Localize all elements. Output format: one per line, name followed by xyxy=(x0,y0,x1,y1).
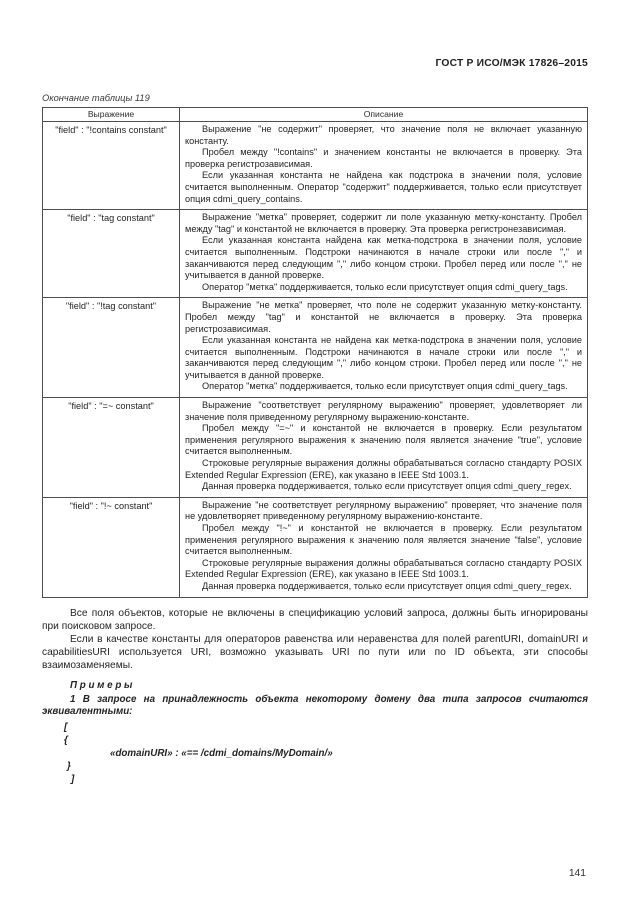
table-row xyxy=(43,497,588,597)
description-paragraph: Выражение "не содержит" проверяет, что значение поля не включает указанную константу. xyxy=(185,124,582,146)
code-line: { xyxy=(64,734,68,746)
description-cell xyxy=(180,210,588,298)
col-header-description: Описание xyxy=(180,108,588,122)
description-paragraph: Данная проверка поддерживается, только если присутствует опция cdmi_query_regex. xyxy=(202,481,572,492)
expression-cell: "field" : "tag constant" xyxy=(43,210,180,298)
description-paragraph: Пробел между "!contains" и значением константы не включается в проверку. Эта проверка регистрозависимая. xyxy=(185,147,582,169)
expression-cell: "field" : "!tag constant" xyxy=(43,298,180,398)
description-cell xyxy=(180,122,588,210)
table-header-row xyxy=(43,108,588,122)
document-title: ГОСТ Р ИСО/МЭК 17826–2015 xyxy=(435,58,588,69)
code-line: ] xyxy=(71,773,75,785)
example-code-block xyxy=(42,721,588,786)
description-paragraph: Данная проверка поддерживается, только если присутствует опция cdmi_query_regex. xyxy=(202,580,572,591)
body-paragraph: Если в качестве константы для операторов равенства или неравенства для полей parentURI, domainURI и capabilitiesURI используется URI, возможно указывать URI по пути или по ID объекта, эти способы взаимозаменяемы. xyxy=(42,633,588,671)
example-intro: 1 В запросе на принадлежность объекта некоторому домену два типа запросов считаются эквивалентными: xyxy=(42,693,588,718)
description-paragraph: Пробел между "!~" и константой не включается в проверку. Если результатом применения регулярного выражения к значению поля является значение "false", условие считается выполненным. xyxy=(185,523,582,557)
description-paragraph: Оператор "метка" поддерживается, только если присутствует опция cdmi_query_tags. xyxy=(202,281,568,292)
description-cell xyxy=(180,398,588,498)
description-paragraph: Если указанная константа найдена как метка-подстрока в значении поля, условие считается выполненным. Подстроки начинаются в начале строки или после "," и заканчиваются перед следующим "," либо концом строки. Пробел перед или после "," не учитывается в данной проверке. xyxy=(185,235,582,281)
body-paragraph: Все поля объектов, которые не включены в спецификацию условий запроса, должны быть игнорированы при поисковом запросе. xyxy=(42,607,588,632)
expression-cell: "field" : "=~ constant" xyxy=(43,398,180,498)
description-paragraph: Если указанная константа не найдена как метка-подстрока в значении поля, условие считается выполненным. Подстроки начинаются в начале строки или после "," и заканчиваются перед следующим "," либо концом строки. Пробел перед или после "," не учитывается в данной проверке. xyxy=(185,335,582,380)
description-paragraph: Строковые регулярные выражения должны обрабатываться согласно стандарту POSIX Extended Regular Expression (ERE), как указано в IEEE Std 1003.1. xyxy=(185,458,582,480)
table-row xyxy=(43,210,588,298)
description-paragraph: Выражение "метка" проверяет, содержит ли поле указанную метку-константу. Пробел между "tag" и константой не включается в проверку. Эта проверка регистронезависимая. xyxy=(185,212,582,234)
table-row xyxy=(43,122,588,210)
description-paragraph: Выражение "не соответствует регулярному выражению" проверяет, что значение поля не удовлетворяет приведенному регулярному выражению-константе. xyxy=(185,499,582,522)
page-number: 141 xyxy=(568,868,586,879)
code-line: [ xyxy=(64,721,68,733)
table-caption: Окончание таблицы 119 xyxy=(42,93,150,103)
table-row xyxy=(43,298,588,398)
expression-cell: "field" : "!contains constant" xyxy=(43,122,180,210)
description-paragraph: Если указанная константа не найдена как подстрока в значении поля, условие считается выполненным. Оператор "содержит" поддерживается, только если присутствует опция cdmi_query_contains. xyxy=(185,170,582,204)
examples-heading: П р и м е р ы xyxy=(70,679,133,691)
table-row xyxy=(43,398,588,498)
description-paragraph: Выражение "соответствует регулярному выражению" проверяет, удовлетворяет ли значение поля приведенному регулярному выражению-константе. xyxy=(185,400,582,422)
description-cell xyxy=(180,298,588,398)
code-line: «domainURI» : «== /cdmi_domains/MyDomain/» xyxy=(110,747,333,759)
body-text xyxy=(42,607,588,786)
expression-cell: "field" : "!~ constant" xyxy=(43,497,180,597)
description-paragraph: Оператор "метка" поддерживается, только если присутствует опция cdmi_query_tags. xyxy=(202,381,568,392)
description-paragraph: Строковые регулярные выражения должны обрабатываться согласно стандарту POSIX Extended Regular Expression (ERE), как указано в IEEE Std 1003.1. xyxy=(185,557,582,580)
description-cell xyxy=(180,497,588,597)
description-paragraph: Пробел между "=~" и константой не включается в проверку. Если результатом применения регулярного выражения к значению поля является значение "true", условие считается выполненным. xyxy=(185,423,582,457)
expressions-table xyxy=(42,107,588,598)
code-line: } xyxy=(67,760,71,772)
description-paragraph: Выражение "не метка" проверяет, что поле не содержит указанную метку-константу. Пробел между "tag" и константой не включается в проверку. Эта проверка регистрозависимая. xyxy=(185,300,582,334)
col-header-expression: Выражение xyxy=(43,108,180,122)
